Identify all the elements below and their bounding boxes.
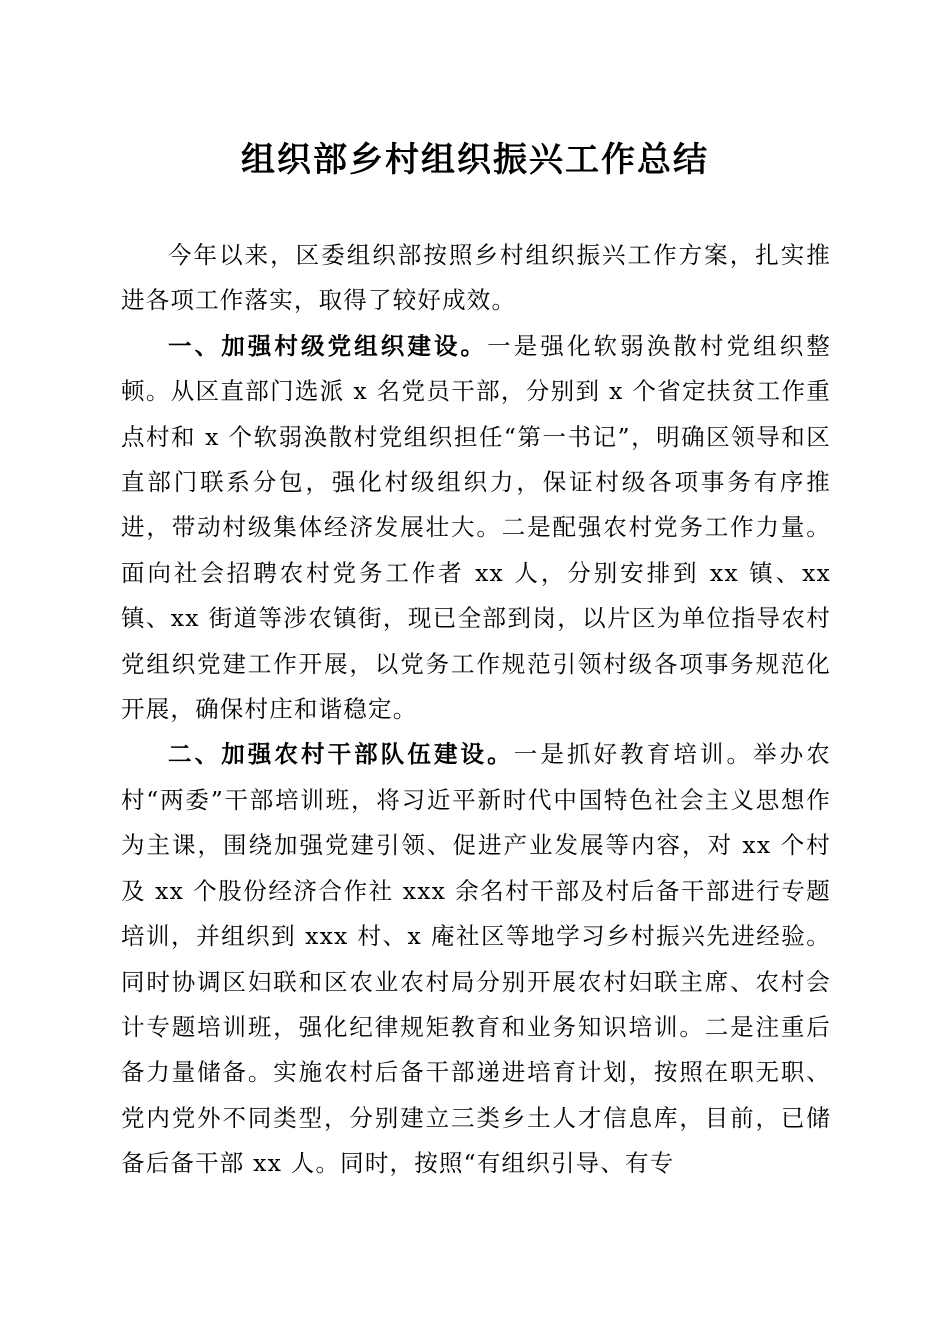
document-title: 组织部乡村组织振兴工作总结 xyxy=(241,140,709,180)
section-heading: 一、加强村级党组织建设。 xyxy=(168,331,488,360)
paragraph-section-1 xyxy=(121,324,831,733)
paragraph-section-2 xyxy=(121,732,831,1186)
paragraph-text: 一是抓好教育培训。举办农村“两委”干部培训班，将习近平新时代中国特色社会主义思想作为主课，围绕加强党建引领、促进产业发展等内容，对 xx 个村及 xx 个股份经济合作社 xxx 余名村干部及村后备干部进行专题培训，并组织到 xxx 村、x 庵社区等地学习乡村振兴先进经验。同时协调区妇联和区农业农村局分别开展农村妇联主席、农村会计专题培训班，强化纪律规矩教育和业务知识培训。二是注重后备力量储备。实施农村后备干部递进培育计划，按照在职无职、党内党外不同类型，分别建立三类乡土人才信息库，目前，已储备后备干部 xx 人。同时，按照“有组织引导、有专 xyxy=(121,740,831,1178)
section-heading: 二、加强农村干部队伍建设。 xyxy=(168,740,514,769)
paragraph-text: 今年以来，区委组织部按照乡村组织振兴工作方案，扎实推进各项工作落实，取得了较好成效。 xyxy=(121,241,831,315)
paragraph-text: 一是强化软弱涣散村党组织整顿。从区直部门选派 x 名党员干部，分别到 x 个省定扶贫工作重点村和 x 个软弱涣散村党组织担任“第一书记”，明确区领导和区直部门联系分包，强化村级组织力，保证村级各项事务有序推进，带动村级集体经济发展壮大。二是配强农村党务工作力量。面向社会招聘农村党务工作者 xx 人，分别安排到 xx 镇、xx 镇、xx 街道等涉农镇街，现已全部到岗，以片区为单位指导农村党组织党建工作开展，以党务工作规范引领村级各项事务规范化开展，确保村庄和谐稳定。 xyxy=(121,331,831,724)
document-body xyxy=(121,233,831,1187)
paragraph-intro xyxy=(121,233,831,324)
